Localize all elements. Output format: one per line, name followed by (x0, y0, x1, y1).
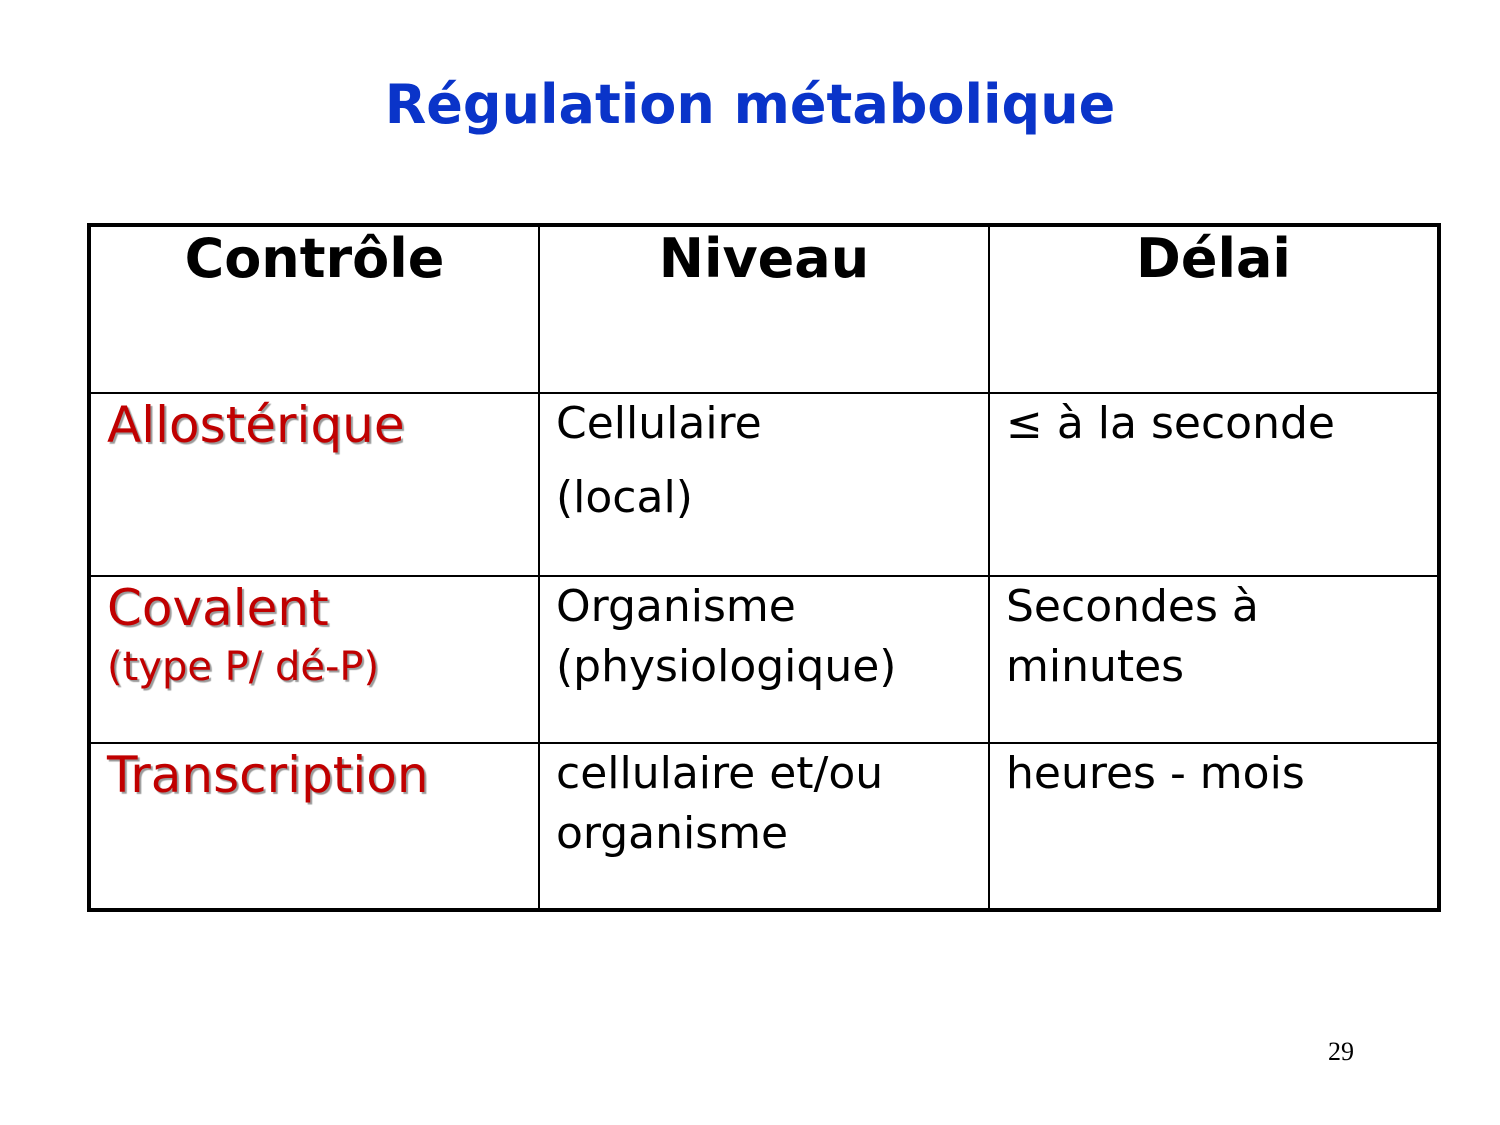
niveau-line: organisme (556, 808, 789, 859)
niveau-line: cellulaire et/ou (556, 748, 884, 799)
table-row (89, 393, 1439, 576)
delai-line: ≤ à la seconde (1006, 398, 1335, 449)
slide-title: Régulation métabolique (384, 73, 1116, 136)
cell-controle (89, 743, 539, 910)
niveau-line: Cellulaire (556, 398, 762, 449)
controle-sublabel: (type P/ dé-P) (107, 644, 380, 690)
cell-controle (89, 393, 539, 576)
header-controle: Contrôle (89, 225, 539, 393)
niveau-line: (local) (556, 472, 693, 523)
delai-line: minutes (1006, 641, 1185, 692)
cell-niveau (539, 743, 989, 910)
header-niveau: Niveau (539, 225, 989, 393)
cell-niveau (539, 576, 989, 743)
cell-delai (989, 576, 1439, 743)
controle-label: Transcription (107, 746, 429, 804)
niveau-line: (physiologique) (556, 641, 897, 692)
regulation-table (87, 223, 1441, 912)
controle-label: Covalent (107, 579, 329, 637)
niveau-line: Organisme (556, 581, 796, 632)
page-number: 29 (1328, 1037, 1354, 1066)
controle-label: Allostérique (107, 396, 405, 454)
table-header-row (89, 225, 1439, 393)
delai-line: heures - mois (1006, 748, 1305, 799)
table-row (89, 576, 1439, 743)
delai-line: Secondes à (1006, 581, 1259, 632)
cell-delai (989, 393, 1439, 576)
cell-controle (89, 576, 539, 743)
cell-niveau (539, 393, 989, 576)
header-delai: Délai (989, 225, 1439, 393)
table-row (89, 743, 1439, 910)
cell-delai (989, 743, 1439, 910)
